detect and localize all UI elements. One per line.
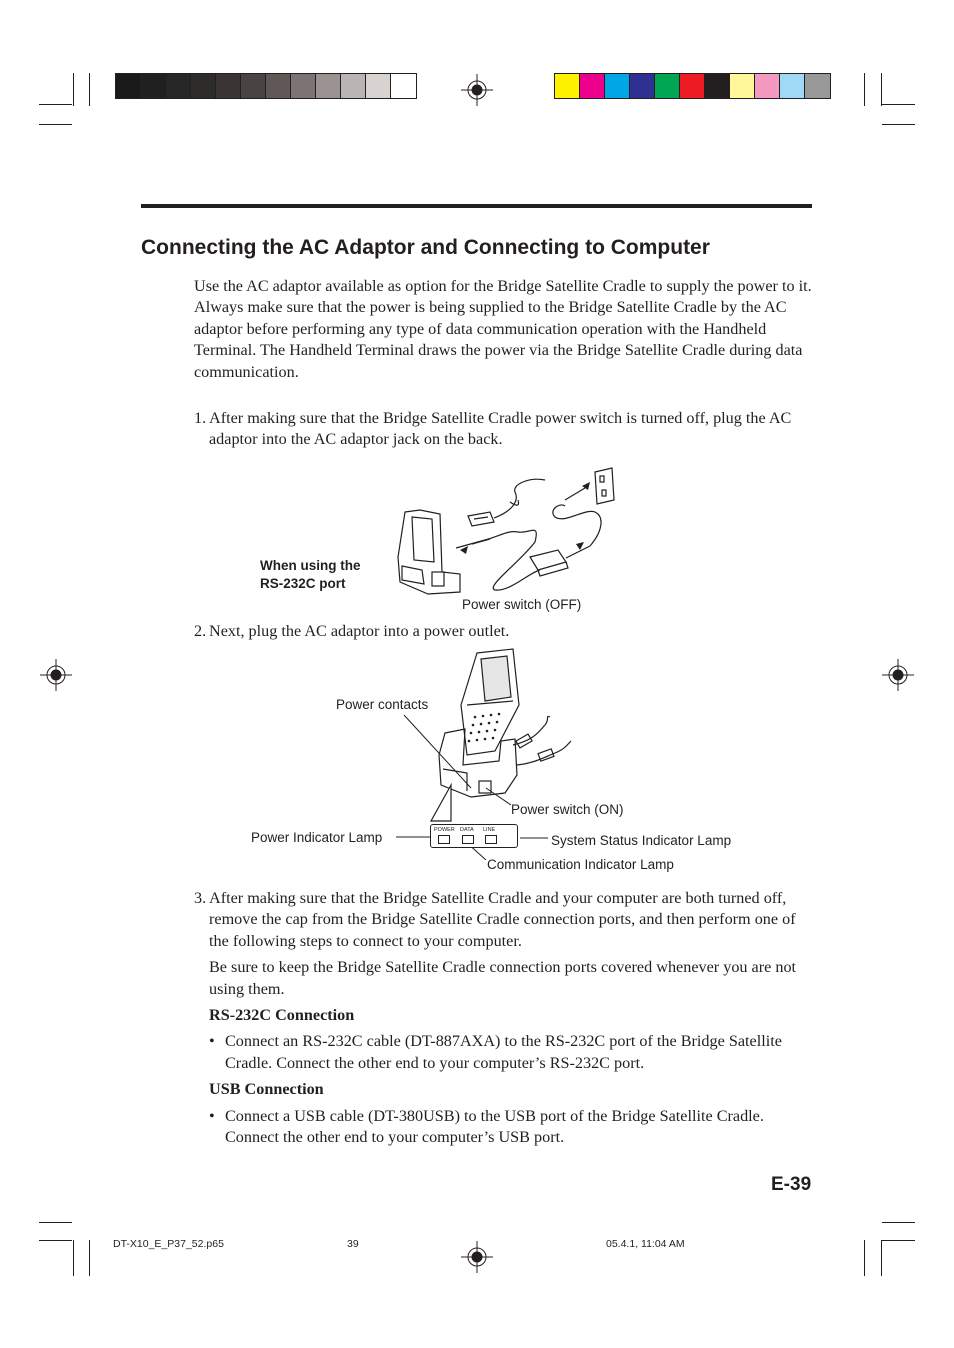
process-swatch — [755, 74, 780, 98]
footer-filename: DT-X10_E_P37_52.p65 — [113, 1238, 224, 1250]
figure1-caption — [260, 557, 361, 593]
gray-swatch — [316, 74, 341, 98]
step-1 — [194, 408, 810, 451]
step-2-text: Next, plug the AC adaptor into a power outlet. — [209, 622, 510, 640]
rs232-text: Connect an RS-232C cable (DT-887AXA) to the RS-232C port of the Bridge Satellite Cradle. Connect the other end to your computer’s RS-232C port. — [225, 1032, 782, 1072]
process-swatch — [555, 74, 580, 98]
page-number: E-39 — [771, 1174, 812, 1195]
power-indicator-lamp-label: Power Indicator Lamp — [251, 830, 383, 845]
power-switch-on-label: Power switch (ON) — [511, 802, 624, 817]
gray-swatch — [241, 74, 266, 98]
power-contacts-label: Power contacts — [336, 697, 429, 712]
registration-mark-left — [40, 659, 72, 691]
footer-date: 05.4.1, 11:04 AM — [606, 1238, 685, 1250]
process-swatch — [705, 74, 730, 98]
registration-mark-top — [461, 74, 493, 106]
footer-page: 39 — [347, 1238, 359, 1250]
gray-swatch — [366, 74, 391, 98]
gray-swatch — [141, 74, 166, 98]
process-swatch — [655, 74, 680, 98]
lamp-line-text: LINE — [483, 827, 496, 833]
step-3-number: 3. — [194, 889, 207, 907]
process-swatch — [780, 74, 805, 98]
process-swatch — [605, 74, 630, 98]
step-2 — [194, 621, 810, 642]
communication-indicator-lamp-label: Communication Indicator Lamp — [487, 857, 674, 872]
gray-swatch — [166, 74, 191, 98]
section-rule — [141, 204, 812, 208]
gray-swatch — [291, 74, 316, 98]
step-1-number: 1. — [194, 409, 207, 427]
usb-text: Connect a USB cable (DT-380USB) to the USB port of the Bridge Satellite Cradle. Connect the other end to your computer’s USB port. — [225, 1106, 764, 1147]
process-swatch — [805, 74, 830, 98]
section-heading: Connecting the AC Adaptor and Connecting to Computer — [141, 236, 710, 259]
data-lamp — [462, 835, 474, 844]
rs232-heading: RS-232C Connection — [209, 1006, 355, 1025]
step-3-text: After making sure that the Bridge Satellite Cradle and your computer are both turned off, remove the cap from the Bridge Satellite Cradle connection ports, and then perform one of the following steps to connect to your computer. — [209, 889, 796, 950]
lamp-data-text: DATA — [460, 827, 474, 833]
registration-mark-bottom — [461, 1241, 493, 1273]
grayscale-color-bar — [115, 73, 417, 99]
figure1-caption-line1: When using the — [260, 558, 361, 573]
gray-swatch — [216, 74, 241, 98]
lamp-power-text: POWER — [434, 827, 455, 833]
indicator-lamp-panel — [430, 824, 518, 848]
gray-swatch — [116, 74, 141, 98]
process-swatch — [680, 74, 705, 98]
gray-swatch — [266, 74, 291, 98]
process-color-bar — [554, 73, 831, 99]
power-switch-off-label: Power switch (OFF) — [462, 597, 582, 612]
gray-swatch — [191, 74, 216, 98]
intro-text: Use the AC adaptor available as option for the Bridge Satellite Cradle to supply the power to it. Always make sure that the power is being supplied to the Bridge Satellite Cradle by the AC adaptor before performing any type of data communication operation with the Handheld Terminal. The Handheld Terminal draws the power via the Bridge Satellite Cradle during data communication. — [194, 277, 812, 381]
usb-heading: USB Connection — [209, 1080, 324, 1099]
step-2-number: 2. — [194, 622, 207, 640]
process-swatch — [630, 74, 655, 98]
intro-paragraph — [194, 276, 814, 383]
rs232-bullet-item — [194, 1031, 814, 1074]
registration-mark-right — [882, 659, 914, 691]
step-3 — [194, 888, 814, 1148]
process-swatch — [730, 74, 755, 98]
line-lamp — [485, 835, 497, 844]
usb-bullet: • — [209, 1106, 215, 1125]
power-lamp — [438, 835, 450, 844]
step-3-note: Be sure to keep the Bridge Satellite Cradle connection ports covered whenever you are not using them. — [209, 958, 797, 998]
gray-swatch — [391, 74, 416, 98]
rs232-bullet: • — [209, 1032, 215, 1051]
gray-swatch — [341, 74, 366, 98]
figure1-caption-line2: RS-232C port — [260, 576, 346, 591]
cradle-adaptor-illustration — [390, 462, 630, 598]
process-swatch — [580, 74, 605, 98]
step-1-text: After making sure that the Bridge Satellite Cradle power switch is turned off, plug the AC adaptor into the AC adaptor jack on the back. — [209, 409, 792, 449]
usb-bullet-item — [194, 1106, 814, 1149]
system-status-indicator-lamp-label: System Status Indicator Lamp — [551, 833, 732, 848]
